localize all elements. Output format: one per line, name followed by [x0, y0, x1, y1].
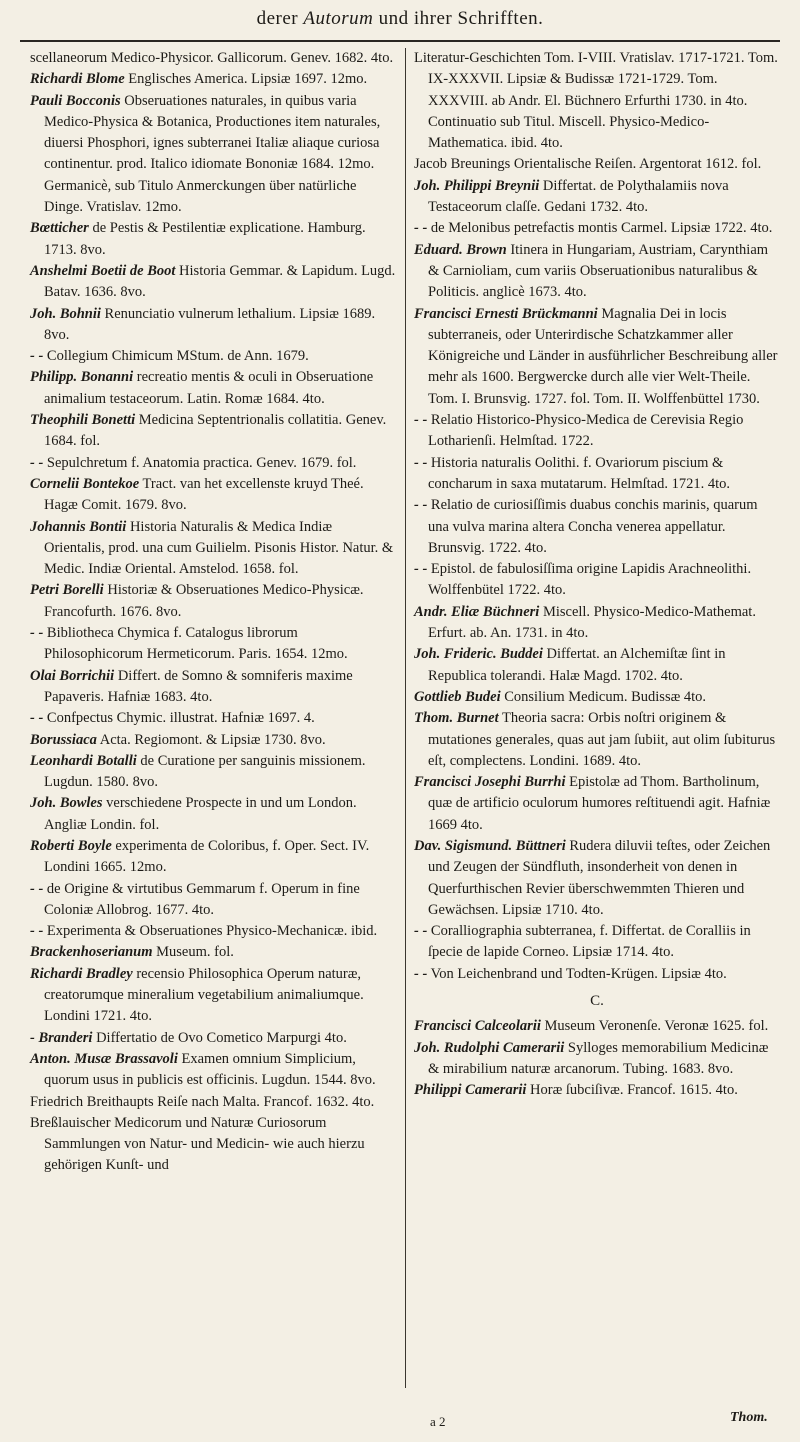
entry-text: Englisches America. Lipsiæ 1697. 12mo. — [128, 71, 368, 88]
bibliography-entry — [30, 1049, 396, 1092]
bibliography-entry — [30, 91, 396, 219]
entry-author: - - — [414, 454, 428, 471]
entry-text: de Origine & virtutibus Gemmarum f. Operum in fine Coloniæ Allobrog. 1677. 4to. — [44, 880, 360, 918]
bibliography-entry — [414, 48, 780, 154]
entry-author: Francisci Josephi Burrhi — [414, 774, 566, 791]
entry-text: Experimenta & Obseruationes Physico-Mechanicæ. ibid. — [46, 923, 378, 940]
bibliography-entry — [30, 964, 396, 1028]
bibliography-entry — [414, 176, 780, 219]
entry-text: Historia naturalis Oolithi. f. Ovariorum piscium & concharum in saxa mutatarum. Helmſtad. 1721. 4to. — [428, 454, 731, 492]
bibliography-entry — [414, 495, 780, 559]
bibliography-entry — [30, 261, 396, 304]
bibliography-entry — [414, 304, 780, 410]
entry-text: Historiæ & Obseruationes Medico-Physicæ. Francofurth. 1676. 8vo. — [44, 582, 364, 620]
entry-text: Differt. de Somno & somniferis maxime Papaveris. Hafniæ 1683. 4to. — [44, 667, 353, 705]
entry-author: - - — [414, 497, 428, 514]
entry-text: Acta. Regiomont. & Lipsiæ 1730. 8vo. — [99, 731, 326, 748]
entry-text: de Curatione per sanguinis missionem. Lugdun. 1580. 8vo. — [44, 752, 366, 791]
entry-author: Francisci Ernesti Brückmanni — [414, 305, 598, 322]
entry-author: - - — [30, 348, 44, 365]
entry-author: Dav. Sigismund. Büttneri — [414, 837, 566, 854]
entry-author: - - — [30, 880, 44, 897]
entry-author: - Branderi — [30, 1029, 93, 1046]
header-rule — [20, 40, 780, 42]
entry-author: - - — [30, 625, 44, 642]
bibliography-entry — [414, 1016, 780, 1037]
entry-author: Joh. Rudolphi Camerarii — [414, 1039, 565, 1056]
bibliography-entry — [30, 730, 396, 751]
entry-text: Obseruationes naturales, in quibus varia Medico-Physica & Botanica, Productiones item naturales, diuersi Phosphori, ignes subterranei Italiæ aliaque curiosa continentur. prod. Italico idiomate Bononiæ 1684. 12mo. Germanicè, sub Titulo Anmerckungen über natürliche Dinge. Vratislav. 12mo. — [44, 92, 381, 216]
entry-author: Theophili Bonetti — [30, 412, 136, 429]
left-column — [30, 48, 396, 1177]
running-header — [0, 8, 800, 30]
entry-author: Brackenhoserianum — [30, 944, 153, 961]
entry-text: scellaneorum Medico-Physicor. Gallicorum. Genev. 1682. 4to. — [30, 50, 394, 66]
entry-author: Thom. Burnet — [414, 710, 499, 727]
right-column — [414, 48, 780, 1102]
entry-text: Rudera diluvii teſtes, oder Zeichen und Zeugen der Sündfluth, insonderheit von denen in Querfurthischen Revier überschwemmten Thieren und Gewächsen. Lipsiæ 1710. 4to. — [428, 837, 771, 918]
bibliography-entry — [414, 453, 780, 496]
bibliography-entry — [414, 154, 780, 175]
entry-author: Gottlieb Budei — [414, 688, 501, 705]
bibliography-entry — [30, 623, 396, 666]
entry-author: - - — [414, 965, 428, 982]
entry-text: Differtatio de Ovo Cometico Marpurgi 4to. — [96, 1029, 347, 1046]
bibliography-entry — [414, 1038, 780, 1081]
bibliography-entry — [414, 964, 780, 985]
entry-author: Richardi Bradley — [30, 965, 133, 982]
entry-text: Breßlauischer Medicorum und Naturæ Curiosorum Sammlungen von Natur- und Medicin- wie auch hierzu gehörigen Kunſt- und — [30, 1114, 365, 1174]
header-italic: Autorum — [303, 8, 374, 29]
bibliography-entry — [30, 793, 396, 836]
signature-mark: a 2 — [430, 1414, 446, 1429]
bibliography-entry — [30, 48, 396, 69]
bibliography-entry — [30, 453, 396, 474]
entry-author: Joh. Bowles — [30, 795, 103, 812]
bibliography-entry — [30, 218, 396, 261]
entry-author: Borussiaca — [30, 731, 97, 748]
entry-author: Joh. Philippi Breynii — [414, 177, 540, 194]
bibliography-entry — [414, 240, 780, 304]
entry-author: Joh. Bohnii — [30, 305, 101, 322]
entry-text: recensio Philosophica Operum naturæ, creatorumque mineralium vegetabilium animaliumque. Londini 1721. 4to. — [44, 965, 364, 1025]
entry-text: Medicina Septentrionalis collatitia. Genev. 1684. fol. — [44, 412, 387, 450]
entry-text: Jacob Breunings Orientalische Reiſen. Argentorat 1612. fol. — [414, 156, 762, 173]
entry-author: Leonhardi Botalli — [30, 752, 137, 769]
bibliography-entry — [30, 751, 396, 794]
entry-text: Theoria sacra: Orbis noſtri originem & mutationes generales, quas aut jam ſubiit, aut olim ſubiturus eſt, complectens. Londini. 1689. 4to. — [428, 710, 776, 769]
entry-text: Friedrich Breithaupts Reiſe nach Malta. Francof. 1632. 4to. — [30, 1093, 375, 1110]
bibliography-entry — [414, 1080, 780, 1101]
bibliography-entry — [414, 410, 780, 453]
entry-author: Johannis Bontii — [30, 518, 127, 535]
entry-author: Anton. Musæ Brassavoli — [30, 1050, 178, 1067]
right-entries-c — [414, 1016, 780, 1101]
entry-author: - - — [414, 923, 428, 940]
entry-author: - - — [30, 454, 44, 471]
bibliography-entry — [414, 708, 780, 772]
entry-text: de Pestis & Pestilentiæ explicatione. Hamburg. 1713. 8vo. — [44, 220, 366, 258]
entry-author: Pauli Bocconis — [30, 92, 121, 109]
entry-text: Museum. fol. — [156, 944, 234, 961]
entry-text: Sylloges memorabilium Medicinæ & mirabilium naturæ arcanorum. Tubing. 1683. 8vo. — [428, 1039, 769, 1077]
bibliography-entry — [30, 1028, 396, 1049]
right-entries — [414, 48, 780, 985]
bibliography-entry — [30, 346, 396, 367]
bibliography-entry — [30, 836, 396, 879]
bibliography-entry — [414, 559, 780, 602]
entry-text: Consilium Medicum. Budissæ 4to. — [504, 688, 707, 705]
entry-author: Joh. Frideric. Buddei — [414, 646, 543, 663]
bibliography-entry — [30, 304, 396, 347]
bibliography-entry — [414, 218, 780, 239]
section-heading-c: C. — [590, 993, 604, 1010]
entry-text: Epistolæ ad Thom. Bartholinum, quæ de artificio oculorum humores reſtituendi agit. Hafniæ 1669 4to. — [428, 774, 771, 833]
entry-text: Historia Naturalis & Medica Indiæ Orientalis, prod. una cum Guilielm. Pisonis Histor. Natur. & Medic. Indiæ Oriental. Amstelod. 1658. fol. — [44, 518, 394, 578]
bibliography-entry — [30, 1113, 396, 1177]
entry-author: Roberti Boyle — [30, 837, 112, 854]
entry-text: Tract. van het excellenste kruyd Theé. Hagæ Comit. 1679. 8vo. — [44, 475, 364, 514]
entry-text: Literatur-Geschichten Tom. I-VIII. Vratislav. 1717-1721. Tom. IX-XXXVII. Lipsiæ & Budissæ 1721-1729. Tom. XXXVIII. ab Andr. El. Büchnero Erfurthi 1730. in 4to. Continuatio sub Titul. Miscell. Physico-Medico-Mathematica. ibid. 4to. — [414, 50, 778, 152]
entry-text: Miscell. Physico-Medico-Mathemat. Erfurt. ab. An. 1731. in 4to. — [428, 603, 756, 642]
entry-text: Epistol. de fabulosiſſima origine Lapidis Arachneolithi. Wolffenbütel 1722. 4to. — [428, 561, 752, 599]
header-prefix: derer — [256, 8, 304, 29]
entry-text: verschiedene Prospecte in und um London. Angliæ Londin. fol. — [44, 795, 357, 833]
bibliography-entry — [30, 1092, 396, 1113]
entry-text: Collegium Chimicum MStum. de Ann. 1679. — [46, 348, 309, 365]
entry-author: Eduard. Brown — [414, 241, 507, 258]
bibliography-entry — [414, 921, 780, 964]
entry-text: Itinera in Hungariam, Austriam, Carynthiam & Carnioliam, cum variis Obseruationibus naturalibus & Politicis. anglicè 1673. 4to. — [428, 241, 769, 301]
bibliography-entry — [414, 602, 780, 645]
bibliography-entry — [30, 708, 396, 729]
entry-author: - - — [414, 220, 428, 237]
entry-text: Von Leichenbrand und Todten-Krügen. Lipsiæ 4to. — [430, 965, 727, 982]
bibliography-entry — [30, 410, 396, 453]
entry-author: Petri Borelli — [30, 582, 104, 599]
entry-text: Sepulchretum f. Anatomia practica. Genev. 1679. fol. — [46, 454, 357, 471]
entry-author: - - — [30, 923, 44, 940]
bibliography-entry — [30, 666, 396, 709]
entry-author: - - — [30, 710, 44, 727]
bibliography-entry — [30, 879, 396, 922]
bibliography-entry — [30, 517, 396, 581]
entry-author: Philippi Camerarii — [414, 1082, 527, 1099]
entry-author: Bœtticher — [30, 220, 89, 237]
bibliography-entry — [414, 687, 780, 708]
bibliography-entry — [30, 69, 396, 90]
bibliography-entry — [30, 474, 396, 517]
entry-text: Magnalia Dei in locis subterraneis, oder Unterirdische Schatzkammer aller Königreiche und Länder in ausführlicher Beschreibung aller mehr als 1600. Bergwercke durch alle vier Welt-Theile. Tom. I. Brunsvig. 1727. fol. Tom. II. Wolffenbüttel 1730. — [428, 305, 778, 407]
bibliography-entry — [30, 921, 396, 942]
entry-text: Confpectus Chymic. illustrat. Hafniæ 1697. 4. — [46, 710, 315, 727]
entry-author: Cornelii Bontekoe — [30, 475, 140, 492]
entry-text: Coralliographia subterranea, f. Differtat. de Coralliis in ſpecie de lapide Corneo. Lipsiæ 1714. 4to. — [428, 923, 751, 961]
bibliography-entry — [414, 772, 780, 836]
column-divider — [405, 48, 406, 1388]
catchword: Thom. — [730, 1410, 768, 1425]
entry-text: recreatio mentis & oculi in Obseruatione animalium testaceorum. Latin. Romæ 1684. 4to. — [44, 369, 374, 407]
bibliography-entry — [414, 836, 780, 921]
bibliography-entry — [414, 644, 780, 687]
entry-text: Examen omnium Simplicium, quorum usus in publicis est officinis. Lugdun. 1544. 8vo. — [44, 1050, 376, 1089]
bibliography-entry — [30, 367, 396, 410]
entry-author: Philipp. Bonanni — [30, 369, 134, 386]
entry-text: de Melonibus petrefactis montis Carmel. Lipsiæ 1722. 4to. — [430, 220, 773, 237]
entry-text: experimenta de Coloribus, f. Oper. Sect. IV. Londini 1665. 12mo. — [44, 837, 370, 876]
header-suffix: und ihrer Schrifften. — [373, 8, 544, 29]
entry-author: Andr. Eliæ Büchneri — [414, 603, 540, 620]
entry-author: - - — [414, 412, 428, 429]
entry-text: Renunciatio vulnerum lethalium. Lipsiæ 1689. 8vo. — [44, 305, 376, 343]
bibliography-entry — [30, 580, 396, 623]
entry-author: Anshelmi Boetii de Boot — [30, 262, 176, 279]
entry-author: - - — [414, 561, 428, 578]
entry-text: Differtat. an Alchemiſtæ ſint in Republica tolerandi. Halæ Magd. 1702. 4to. — [428, 646, 726, 684]
entry-text: Historia Gemmar. & Lapidum. Lugd. Batav. 1636. 8vo. — [44, 262, 396, 301]
entry-author: Francisci Calceolarii — [414, 1018, 541, 1035]
entry-text: Differtat. de Polythalamiis nova Testaceorum claſſe. Gedani 1732. 4to. — [428, 177, 729, 216]
entry-author: Olai Borrichii — [30, 667, 115, 684]
entry-text: Horæ ſubciſivæ. Francof. 1615. 4to. — [530, 1082, 738, 1099]
entry-text: Bibliotheca Chymica f. Catalogus librorum Philosophicorum Hermeticorum. Paris. 1654. 12mo. — [44, 625, 348, 663]
bibliography-entry — [30, 942, 396, 963]
entry-text: Relatio de curiosiſſimis duabus conchis marinis, quarum una vulva marina altera Concha venerea appellatur. Brunsvig. 1722. 4to. — [428, 497, 758, 556]
entry-author: Richardi Blome — [30, 71, 125, 88]
entry-text: Museum Veronenſe. Veronæ 1625. fol. — [544, 1018, 769, 1035]
entry-text: Relatio Historico-Physico-Medica de Cerevisia Regio Lotharienſi. Helmſtad. 1722. — [428, 412, 744, 450]
